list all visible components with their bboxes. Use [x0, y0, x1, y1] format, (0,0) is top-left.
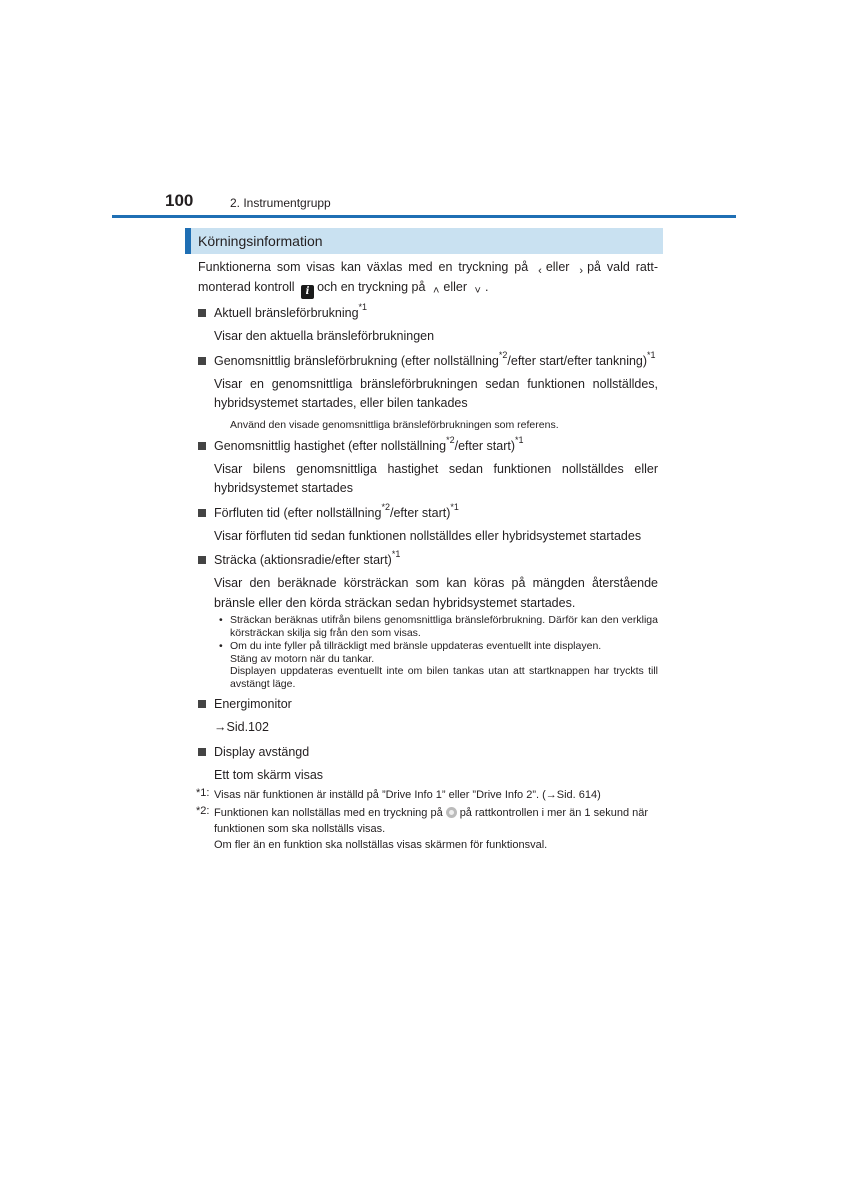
- reset-button-icon: [446, 807, 457, 818]
- square-bullet-icon: [198, 357, 206, 365]
- item-heading: Energimonitor: [214, 697, 292, 711]
- item-display-off: [198, 742, 658, 763]
- list-item: • Om du inte fyller på tillräckligt med bränsle uppdateras eventuellt inte displayen. Stäng av motorn när du tankar. Displayen uppdateras eventuellt inte om bilen tankas utan att startknappen har tryckts till avstängt läge.: [219, 640, 658, 690]
- intro-text-3: på vald ratt-monterad kontroll: [198, 260, 658, 294]
- info-icon: i: [301, 285, 314, 299]
- square-bullet-icon: [198, 748, 206, 756]
- item-distance: [198, 550, 658, 571]
- item-heading: Display avstängd: [214, 744, 310, 759]
- header-rule: [112, 215, 736, 218]
- section-title: Körningsinformation: [198, 233, 323, 249]
- square-bullet-icon: [198, 509, 206, 517]
- bullet-dot-icon: •: [219, 640, 223, 652]
- item-description: Visar bilens genomsnittliga hastighet sedan funktionen nollställdes eller hybridsystemet startades: [214, 461, 658, 495]
- intro-paragraph: [198, 258, 658, 299]
- chevron-left-icon: ‹: [538, 265, 542, 277]
- item-energy-monitor: [198, 694, 658, 715]
- item-description: Ett tom skärm visas: [214, 767, 324, 782]
- item-description: Visar den aktuella bränsleförbrukningen: [214, 329, 435, 343]
- item-heading: Aktuell bränsleförbrukning$^{*1}$: [214, 302, 368, 320]
- item-description: Visar en genomsnittliga bränsleförbrukningen sedan funktionen nollställdes, hybridsystemet startades, eller bilen tankades: [214, 376, 658, 410]
- item-note: Använd den visade genomsnittliga bränsleförbrukningen som referens.: [230, 418, 559, 431]
- item-description: Visar förfluten tid sedan funktionen nollställdes eller hybridsystemet startades: [214, 528, 642, 543]
- chevron-right-icon: ›: [579, 265, 584, 277]
- page-number: 100: [165, 191, 194, 210]
- page-content: [198, 258, 658, 853]
- bullet-dot-icon: •: [219, 614, 223, 626]
- intro-text-6: .: [484, 280, 489, 294]
- item-average-speed: [198, 436, 658, 457]
- intro-text-2: eller: [545, 260, 570, 274]
- item-elapsed-time: [198, 503, 658, 524]
- square-bullet-icon: [198, 556, 206, 564]
- item-heading: Förfluten tid (efter nollställning$^{*2}$/efter start)$^{*1}$: [214, 501, 459, 520]
- item-heading: Genomsnittlig bränsleförbrukning (efter nollställning$^{*2}$/efter start/efter tankning)$^{*1}$: [214, 349, 656, 368]
- section-accent: [185, 228, 191, 254]
- item-heading: Sträcka (aktionsradie/efter start)$^{*1}$: [214, 549, 401, 567]
- chevron-down-icon: ˅: [474, 285, 481, 297]
- square-bullet-icon: [198, 700, 206, 708]
- page-reference-link[interactable]: →Sid.102: [214, 720, 269, 734]
- list-item: • Sträckan beräknas utifrån bilens genomsnittliga bränsleförbrukning. Därför kan den verkliga körsträckan skilja sig från den som visas.: [219, 614, 658, 639]
- intro-text-5: eller: [443, 280, 468, 294]
- square-bullet-icon: [198, 309, 206, 317]
- chapter-title: 2. Instrumentgrupp: [230, 196, 331, 210]
- intro-text-4: och en tryckning på: [317, 280, 426, 294]
- section-header: [185, 228, 663, 254]
- square-bullet-icon: [198, 442, 206, 450]
- item-heading: Genomsnittlig hastighet (efter nollställning$^{*2}$/efter start)$^{*1}$: [214, 434, 524, 453]
- item-average-fuel: [198, 351, 658, 372]
- intro-text-1: Funktionerna som visas kan växlas med en tryckning på: [198, 260, 529, 274]
- footnote-2: *2: Funktionen kan nollställas med en tryckning på på rattkontrollen i mer än 1 sekund när funktionen som ska nollställs visas. Om fler än en funktion ska nollställas visas skärmen för funktionsval.: [196, 805, 649, 851]
- item-current-fuel: [198, 303, 658, 324]
- chevron-up-icon: ˄: [432, 285, 440, 297]
- footnote-1: *1: Visas när funktionen är inställd på ”Drive Info 1” eller ”Drive Info 2”. (→Sid. 614): [196, 787, 601, 801]
- item-description: Visar den beräknade körsträckan som kan köras på mängden återstående bränsle eller den körda sträckan sedan hybridsystemet startades.: [214, 576, 658, 610]
